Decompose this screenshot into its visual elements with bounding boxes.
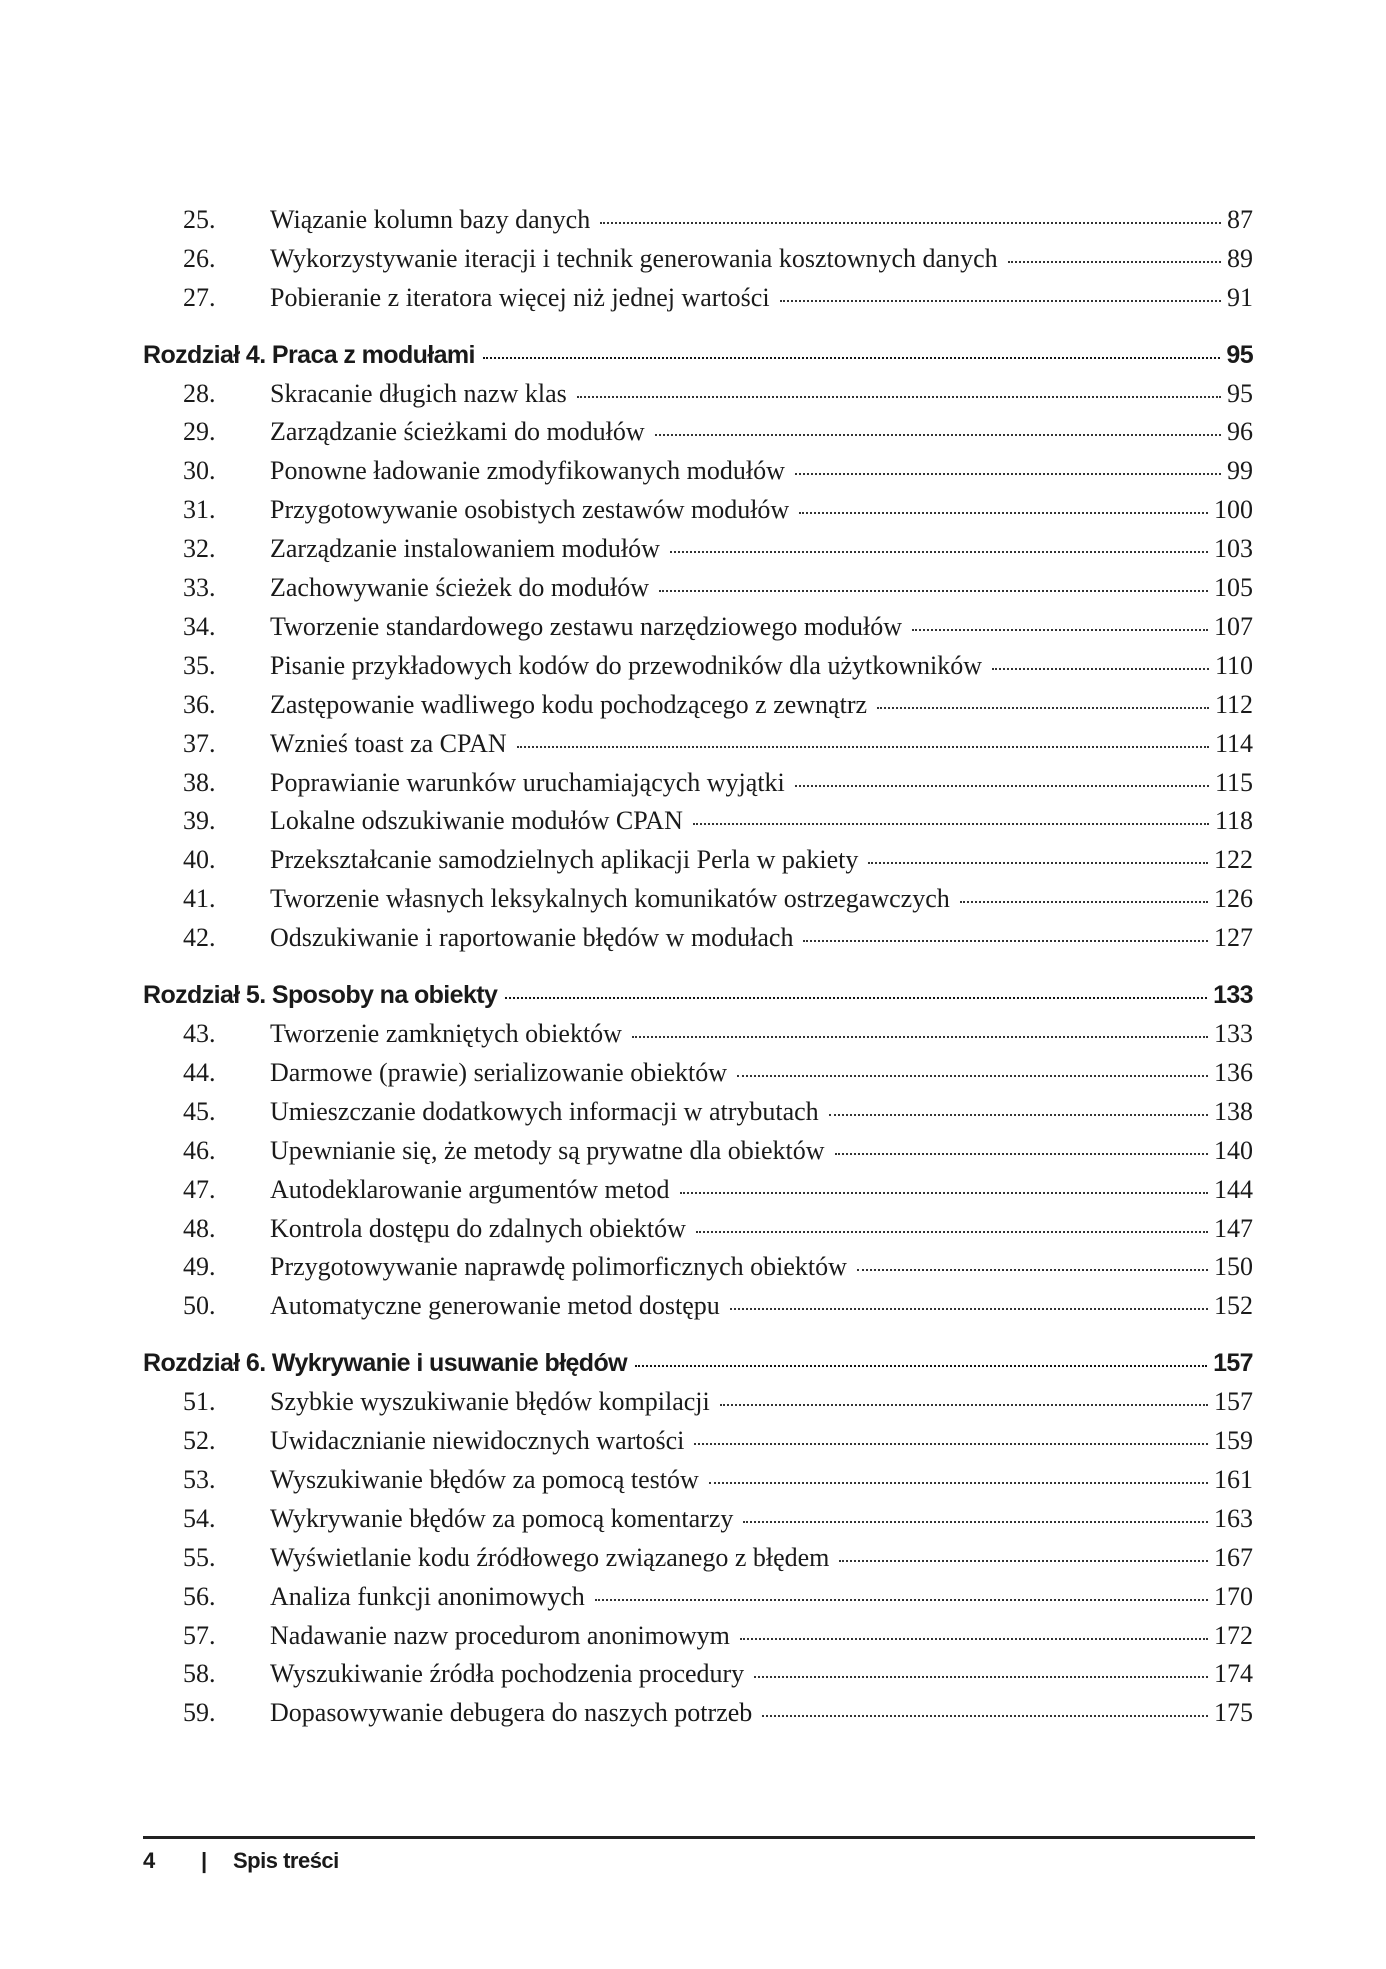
dot-leader: [795, 447, 1221, 475]
toc-entry-title: Wyszukiwanie błędów za pomocą testów: [270, 1465, 699, 1494]
toc-entry: [143, 1053, 1253, 1087]
toc-entry-number: 33.: [183, 573, 216, 602]
dot-leader: [600, 196, 1221, 224]
toc-entry-number: 51.: [183, 1387, 216, 1416]
toc-entry: [143, 1170, 1253, 1204]
toc-page-number: 100: [1214, 495, 1253, 524]
toc-page-number: 103: [1214, 534, 1253, 563]
dot-leader: [992, 642, 1209, 670]
dot-leader: [693, 797, 1209, 825]
dot-leader: [829, 1088, 1208, 1116]
toc-chapter-title: Rozdział 6. Wykrywanie i usuwanie błędów: [143, 1349, 627, 1377]
dot-leader: [912, 603, 1208, 631]
toc-entry-title: Dopasowywanie debugera do naszych potrzeb: [270, 1698, 753, 1727]
toc-entry-title: Kontrola dostępu do zdalnych obiektów: [270, 1214, 686, 1243]
toc-entry-number: 56.: [183, 1582, 216, 1611]
toc-page-number: 112: [1214, 690, 1253, 719]
toc-entry: [143, 1616, 1253, 1650]
toc-entry-title: Wiązanie kolumn bazy danych: [270, 205, 591, 234]
toc-entry-number: 43.: [183, 1019, 216, 1048]
footer-page-number: 4: [143, 1848, 155, 1873]
toc-page-number: 144: [1214, 1175, 1253, 1204]
toc-page-number: 174: [1214, 1659, 1253, 1688]
toc-entry-number: 54.: [183, 1504, 216, 1533]
toc-entry-number: 55.: [183, 1543, 216, 1572]
dot-leader: [670, 525, 1208, 553]
toc-entry: [143, 1421, 1253, 1455]
toc-entry-number: 47.: [183, 1175, 216, 1204]
toc-entry: [143, 1286, 1253, 1320]
toc-entry-number: 28.: [183, 379, 216, 408]
toc-entry: [143, 1209, 1253, 1243]
toc-entry-number: 58.: [183, 1659, 216, 1688]
toc-page-number: 95: [1226, 341, 1253, 369]
toc-entry: [143, 1654, 1253, 1688]
toc-entry-number: 35.: [183, 651, 216, 680]
toc-chapter-heading: [143, 1343, 1253, 1377]
toc-entry-number: 30.: [183, 456, 216, 485]
toc-entry-title: Wznieś toast za CPAN: [270, 729, 507, 758]
toc-entry-number: 52.: [183, 1426, 216, 1455]
dot-leader: [694, 1417, 1208, 1445]
toc-entry: [143, 1092, 1253, 1126]
toc-entry: [143, 1577, 1253, 1611]
toc-page-number: 150: [1214, 1252, 1253, 1281]
toc-entry: [143, 529, 1253, 563]
toc-entry: [143, 412, 1253, 446]
toc-entry-number: 57.: [183, 1621, 216, 1650]
toc-entry-number: 59.: [183, 1698, 216, 1727]
toc-entry: [143, 1131, 1253, 1165]
toc-page-number: 175: [1214, 1698, 1253, 1727]
dot-leader: [632, 1010, 1208, 1038]
toc-entry-title: Wyszukiwanie źródła pochodzenia procedury: [270, 1659, 745, 1688]
toc-page-number: 115: [1214, 768, 1253, 797]
toc-page-number: 107: [1214, 612, 1253, 641]
dot-leader: [799, 486, 1208, 514]
toc-page-number: 140: [1214, 1136, 1253, 1165]
toc-entry-title: Wykorzystywanie iteracji i technik generowania kosztownych danych: [270, 244, 998, 273]
toc-entry: [143, 451, 1253, 485]
dot-leader: [960, 875, 1208, 903]
dot-leader: [659, 564, 1208, 592]
toc-page-number: 138: [1214, 1097, 1253, 1126]
toc-entry: [143, 278, 1253, 312]
toc-entry-number: 49.: [183, 1252, 216, 1281]
dot-leader: [720, 1378, 1208, 1406]
toc-page-number: 105: [1214, 573, 1253, 602]
toc-entry-number: 39.: [183, 806, 216, 835]
toc-page-number: 157: [1214, 1387, 1253, 1416]
toc-entry: [143, 1382, 1253, 1416]
toc-entry-title: Autodeklarowanie argumentów metod: [270, 1175, 670, 1204]
toc-page-number: 99: [1227, 456, 1253, 485]
dot-leader: [505, 971, 1207, 999]
toc-entry-title: Nadawanie nazw procedurom anonimowym: [270, 1621, 730, 1650]
dot-leader: [696, 1205, 1208, 1233]
toc-page-number: 127: [1214, 923, 1253, 952]
toc-entry-title: Tworzenie zamkniętych obiektów: [270, 1019, 622, 1048]
toc-entry-title: Ponowne ładowanie zmodyfikowanych modułów: [270, 456, 785, 485]
toc-entry-title: Skracanie długich nazw klas: [270, 379, 567, 408]
toc-entry-title: Odszukiwanie i raportowanie błędów w modułach: [270, 923, 794, 952]
dot-leader: [709, 1456, 1208, 1484]
toc-entry-number: 45.: [183, 1097, 216, 1126]
toc-page-number: 136: [1214, 1058, 1253, 1087]
toc-page-number: 147: [1214, 1214, 1253, 1243]
toc-entry-number: 53.: [183, 1465, 216, 1494]
toc-entry-title: Wykrywanie błędów za pomocą komentarzy: [270, 1504, 734, 1533]
toc-entry: [143, 918, 1253, 952]
page-footer: [143, 1848, 339, 1874]
toc-page-number: 110: [1214, 651, 1253, 680]
dot-leader: [737, 1049, 1208, 1077]
toc-entry: [143, 239, 1253, 273]
toc-entry-title: Przygotowywanie naprawdę polimorficznych obiektów: [270, 1252, 847, 1281]
dot-leader: [762, 1689, 1208, 1717]
dot-leader: [483, 331, 1220, 359]
toc-entry-title: Darmowe (prawie) serializowanie obiektów: [270, 1058, 727, 1087]
footer-separator: |: [201, 1848, 207, 1873]
toc-entry-number: 31.: [183, 495, 216, 524]
dot-leader: [839, 1534, 1208, 1562]
toc-entry: [143, 763, 1253, 797]
dot-leader: [857, 1243, 1208, 1271]
toc-entry-title: Upewnianie się, że metody są prywatne dla obiektów: [270, 1136, 825, 1165]
toc-entry: [143, 724, 1253, 758]
toc-chapter-title: Rozdział 5. Sposoby na obiekty: [143, 981, 498, 1009]
toc-page-number: 133: [1213, 981, 1253, 1009]
toc-entry-title: Szybkie wyszukiwanie błędów kompilacji: [270, 1387, 710, 1416]
toc-page-number: 163: [1214, 1504, 1253, 1533]
dot-leader: [780, 274, 1221, 302]
toc-entry-number: 27.: [183, 283, 216, 312]
toc-page-number: 114: [1214, 729, 1253, 758]
toc-entry: [143, 801, 1253, 835]
toc-entry-number: 32.: [183, 534, 216, 563]
toc-entry-title: Pisanie przykładowych kodów do przewodników dla użytkowników: [270, 651, 982, 680]
dot-leader: [868, 836, 1208, 864]
toc-entry-title: Automatyczne generowanie metod dostępu: [270, 1291, 720, 1320]
dot-leader: [577, 370, 1221, 398]
toc-entry-number: 38.: [183, 768, 216, 797]
toc-page-number: 118: [1214, 806, 1253, 835]
toc-entry-number: 37.: [183, 729, 216, 758]
toc-entry-number: 41.: [183, 884, 216, 913]
toc-page-number: 159: [1214, 1426, 1253, 1455]
dot-leader: [795, 759, 1209, 787]
toc-entry: [143, 200, 1253, 234]
footer-rule: [143, 1836, 1255, 1839]
dot-leader: [743, 1495, 1208, 1523]
dot-leader: [877, 681, 1209, 709]
toc-page-number: 152: [1214, 1291, 1253, 1320]
toc-entry: [143, 1014, 1253, 1048]
toc-page-number: 89: [1227, 244, 1253, 273]
toc-entry-title: Zachowywanie ścieżek do modułów: [270, 573, 650, 602]
toc-entry-number: 25.: [183, 205, 216, 234]
toc-entry-number: 46.: [183, 1136, 216, 1165]
toc-page-number: 87: [1227, 205, 1253, 234]
toc-entry: [143, 646, 1253, 680]
toc-entry-title: Tworzenie własnych leksykalnych komunikatów ostrzegawczych: [270, 884, 950, 913]
toc-entry-title: Przekształcanie samodzielnych aplikacji Perla w pakiety: [270, 845, 859, 874]
toc-page-number: 96: [1227, 417, 1253, 446]
toc-entry-title: Zastępowanie wadliwego kodu pochodzącego z zewnątrz: [270, 690, 868, 719]
toc-entry-number: 48.: [183, 1214, 216, 1243]
toc-entry: [143, 1499, 1253, 1533]
toc-entry-number: 50.: [183, 1291, 216, 1320]
footer-section-title: Spis treści: [233, 1848, 339, 1873]
toc-entry-title: Lokalne odszukiwanie modułów CPAN: [270, 806, 683, 835]
dot-leader: [740, 1612, 1208, 1640]
toc-page-number: 161: [1214, 1465, 1253, 1494]
dot-leader: [835, 1127, 1209, 1155]
dot-leader: [517, 720, 1209, 748]
toc-entry-title: Umieszczanie dodatkowych informacji w atrybutach: [270, 1097, 819, 1126]
toc-entry-title: Pobieranie z iteratora więcej niż jednej wartości: [270, 283, 770, 312]
toc-entry-title: Przygotowywanie osobistych zestawów modułów: [270, 495, 790, 524]
toc-entry-title: Zarządzanie ścieżkami do modułów: [270, 417, 645, 446]
toc-entry-number: 34.: [183, 612, 216, 641]
dot-leader: [730, 1282, 1208, 1310]
toc-entry: [143, 685, 1253, 719]
toc-entry-number: 44.: [183, 1058, 216, 1087]
toc-entry-title: Wyświetlanie kodu źródłowego związanego z błędem: [270, 1543, 830, 1572]
dot-leader: [754, 1650, 1208, 1678]
toc-entry-title: Analiza funkcji anonimowych: [270, 1582, 585, 1611]
toc-entry: [143, 1538, 1253, 1572]
toc-entry: [143, 840, 1253, 874]
toc-entry-number: 26.: [183, 244, 216, 273]
toc-entry-title: Zarządzanie instalowaniem modułów: [270, 534, 660, 563]
toc-page-number: 170: [1214, 1582, 1253, 1611]
toc-entry-number: 36.: [183, 690, 216, 719]
toc-entry-number: 40.: [183, 845, 216, 874]
toc-entry-title: Tworzenie standardowego zestawu narzędziowego modułów: [270, 612, 903, 641]
dot-leader: [680, 1166, 1208, 1194]
toc-page-number: 157: [1213, 1349, 1253, 1377]
dot-leader: [635, 1339, 1207, 1367]
toc-entry: [143, 490, 1253, 524]
dot-leader: [1008, 235, 1221, 263]
toc-entry-title: Uwidacznianie niewidocznych wartości: [270, 1426, 685, 1455]
toc-entry-number: 42.: [183, 923, 216, 952]
toc-entry: [143, 568, 1253, 602]
toc-chapter-heading: [143, 335, 1253, 369]
toc-entry: [143, 1247, 1253, 1281]
toc-entry: [143, 374, 1253, 408]
toc-page-number: 122: [1214, 845, 1253, 874]
dot-leader: [595, 1573, 1208, 1601]
toc-page-number: 91: [1227, 283, 1253, 312]
dot-leader: [655, 408, 1221, 436]
toc-page-number: 126: [1214, 884, 1253, 913]
toc-entry: [143, 879, 1253, 913]
toc-entry: [143, 1693, 1253, 1727]
toc-entry-title: Poprawianie warunków uruchamiających wyjątki: [270, 768, 785, 797]
toc-chapter-title: Rozdział 4. Praca z modułami: [143, 341, 475, 369]
toc-entry: [143, 607, 1253, 641]
toc-page-number: 167: [1214, 1543, 1253, 1572]
dot-leader: [803, 914, 1208, 942]
toc-chapter-heading: [143, 975, 1253, 1009]
toc-entry: [143, 1460, 1253, 1494]
toc-page-number: 172: [1214, 1621, 1253, 1650]
toc-page-number: 133: [1214, 1019, 1253, 1048]
toc-entry-number: 29.: [183, 417, 216, 446]
toc-page-number: 95: [1227, 379, 1253, 408]
